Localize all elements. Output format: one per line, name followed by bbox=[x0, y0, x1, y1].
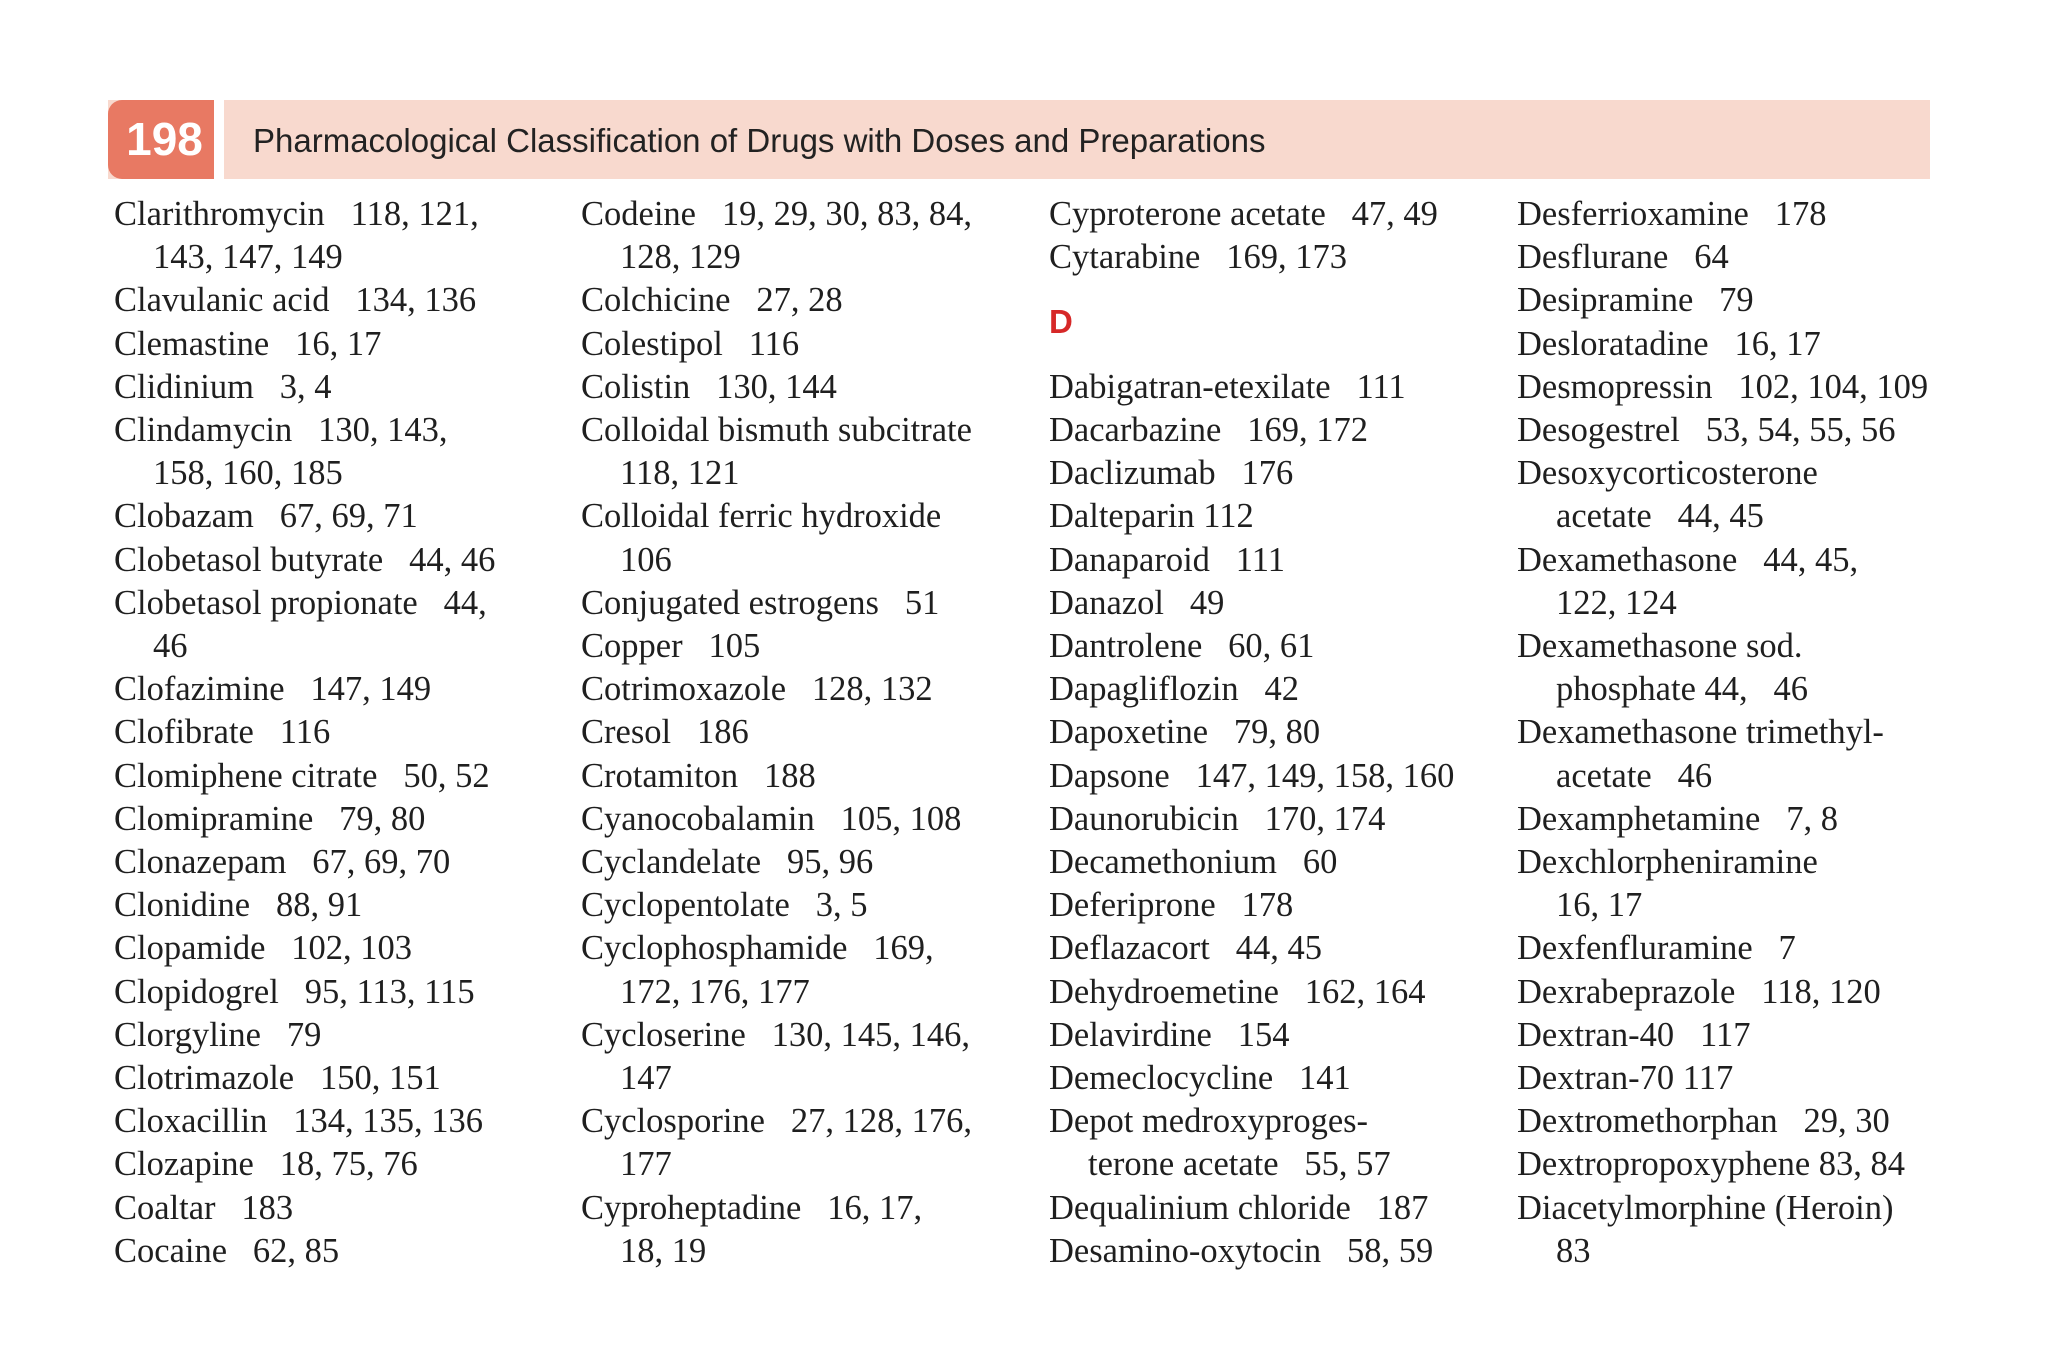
index-entry: Diacetylmorphine (Heroin) bbox=[1517, 1188, 1894, 1227]
badge-divider bbox=[214, 100, 224, 179]
index-entry: Dapoxetine 79, 80 bbox=[1049, 713, 1321, 752]
index-entry-continuation: 46 bbox=[153, 627, 188, 666]
page-number-badge: 198 bbox=[108, 100, 221, 179]
index-entry: Depot medroxyproges- bbox=[1049, 1102, 1369, 1141]
index-entry: Clorgyline 79 bbox=[114, 1015, 322, 1054]
index-entry: Cyclopentolate 3, 5 bbox=[581, 886, 868, 925]
index-entry: Cyproterone acetate 47, 49 bbox=[1049, 195, 1438, 233]
index-column-4 bbox=[1517, 193, 1977, 1273]
index-entry: Clobazam 67, 69, 71 bbox=[114, 497, 418, 536]
index-entry: Dextran-70 117 bbox=[1517, 1059, 1734, 1098]
section-letter-heading: D bbox=[1049, 303, 1073, 341]
index-entry: Cocaine 62, 85 bbox=[114, 1231, 340, 1270]
index-entry: Daclizumab 176 bbox=[1049, 454, 1294, 493]
index-entry: Clidinium 3, 4 bbox=[114, 367, 332, 406]
index-entry-continuation: phosphate 44, 46 bbox=[1556, 670, 1809, 709]
index-entry: Dextropropoxyphene 83, 84 bbox=[1517, 1145, 1906, 1184]
index-entry: Deferiprone 178 bbox=[1049, 886, 1294, 925]
index-entry: Dextromethorphan 29, 30 bbox=[1517, 1102, 1890, 1141]
index-entry-continuation: 172, 176, 177 bbox=[620, 972, 810, 1011]
index-entry: Cyproheptadine 16, 17, bbox=[581, 1188, 923, 1227]
index-entry: Cloxacillin 134, 135, 136 bbox=[114, 1102, 483, 1141]
index-entry: Cyanocobalamin 105, 108 bbox=[581, 799, 962, 838]
index-entry: Desoxycorticosterone bbox=[1517, 454, 1818, 493]
index-entry-continuation: 16, 17 bbox=[1556, 886, 1643, 925]
index-entry: Clavulanic acid 134, 136 bbox=[114, 281, 477, 320]
index-entry: Desferrioxamine 178 bbox=[1517, 195, 1827, 233]
index-entry: Colestipol 116 bbox=[581, 324, 800, 363]
index-entry: Dexchlorpheniramine bbox=[1517, 843, 1818, 882]
index-entry: Dexrabeprazole 118, 120 bbox=[1517, 972, 1881, 1011]
index-entry-continuation: 83 bbox=[1556, 1231, 1591, 1270]
index-entry-continuation: 143, 147, 149 bbox=[153, 238, 343, 277]
index-entry: Dexamethasone sod. bbox=[1517, 627, 1803, 666]
index-entry: Conjugated estrogens 51 bbox=[581, 583, 940, 622]
index-entry: Desipramine 79 bbox=[1517, 281, 1754, 320]
index-entry-continuation: 147 bbox=[620, 1059, 672, 1098]
index-entry: Dacarbazine 169, 172 bbox=[1049, 411, 1368, 449]
index-entry: Demeclocycline 141 bbox=[1049, 1059, 1351, 1098]
index-entry: Dexamethasone trimethyl- bbox=[1517, 713, 1884, 752]
index-entry: Danaparoid 111 bbox=[1049, 540, 1285, 579]
index-column-3 bbox=[1049, 193, 1509, 1273]
index-entry-continuation: 128, 129 bbox=[620, 238, 741, 277]
index-entry: Colloidal ferric hydroxide bbox=[581, 497, 942, 536]
index-entry: Cyclandelate 95, 96 bbox=[581, 843, 874, 882]
index-entry: Clobetasol propionate 44, bbox=[114, 583, 487, 622]
index-entry: Colistin 130, 144 bbox=[581, 367, 837, 406]
running-header-title: Pharmacological Classification of Drugs with Doses and Preparations bbox=[253, 122, 1266, 159]
index-entry: Daunorubicin 170, 174 bbox=[1049, 799, 1386, 838]
index-entry: Cytarabine 169, 173 bbox=[1049, 238, 1347, 277]
index-entry: Cotrimoxazole 128, 132 bbox=[581, 670, 933, 709]
index-entry: Dexamphetamine 7, 8 bbox=[1517, 799, 1838, 838]
index-entry: Desmopressin 102, 104, 109 bbox=[1517, 367, 1929, 406]
index-entry: Desflurane 64 bbox=[1517, 238, 1729, 277]
index-entry-continuation: terone acetate 55, 57 bbox=[1088, 1145, 1391, 1184]
index-entry: Clomipramine 79, 80 bbox=[114, 799, 426, 838]
index-entry: Dexfenfluramine 7 bbox=[1517, 929, 1796, 968]
index-entry: Colloidal bismuth subcitrate bbox=[581, 411, 972, 450]
index-entry-continuation: acetate 44, 45 bbox=[1556, 497, 1764, 536]
index-column-2 bbox=[581, 193, 1041, 1273]
index-entry: Colchicine 27, 28 bbox=[581, 281, 843, 320]
index-entry-continuation: acetate 46 bbox=[1556, 756, 1713, 795]
index-entry-continuation: 177 bbox=[620, 1145, 672, 1184]
index-entry: Dabigatran-etexilate 111 bbox=[1049, 367, 1406, 406]
index-entry-continuation: 106 bbox=[620, 540, 672, 579]
index-entry: Desloratadine 16, 17 bbox=[1517, 324, 1821, 363]
index-entry: Dapagliflozin 42 bbox=[1049, 670, 1300, 709]
index-entry: Clofazimine 147, 149 bbox=[114, 670, 432, 709]
index-entry: Clopamide 102, 103 bbox=[114, 929, 413, 968]
index-entry: Clomiphene citrate 50, 52 bbox=[114, 756, 490, 795]
index-entry: Dequalinium chloride 187 bbox=[1049, 1188, 1429, 1227]
index-entry: Clindamycin 130, 143, bbox=[114, 411, 448, 450]
index-entry: Clonazepam 67, 69, 70 bbox=[114, 843, 451, 882]
index-entry: Clonidine 88, 91 bbox=[114, 886, 363, 925]
index-entry: Dantrolene 60, 61 bbox=[1049, 627, 1315, 666]
index-entry: Coaltar 183 bbox=[114, 1188, 294, 1227]
index-entry-continuation: 118, 121 bbox=[620, 454, 740, 493]
drug-index bbox=[0, 193, 2048, 1293]
index-entry: Dextran-40 117 bbox=[1517, 1015, 1751, 1054]
index-entry: Delavirdine 154 bbox=[1049, 1015, 1290, 1054]
index-entry: Dehydroemetine 162, 164 bbox=[1049, 972, 1426, 1011]
index-entry-continuation: 18, 19 bbox=[620, 1231, 707, 1270]
index-entry: Clopidogrel 95, 113, 115 bbox=[114, 972, 475, 1011]
index-entry: Clozapine 18, 75, 76 bbox=[114, 1145, 418, 1184]
index-entry: Crotamiton 188 bbox=[581, 756, 816, 795]
index-entry: Copper 105 bbox=[581, 627, 761, 666]
index-column-1 bbox=[114, 193, 574, 1273]
index-entry: Dexamethasone 44, 45, bbox=[1517, 540, 1859, 579]
index-entry-continuation: 158, 160, 185 bbox=[153, 454, 343, 493]
index-entry: Cresol 186 bbox=[581, 713, 749, 752]
index-entry: Decamethonium 60 bbox=[1049, 843, 1338, 882]
index-entry: Clobetasol butyrate 44, 46 bbox=[114, 540, 496, 579]
index-entry: Clemastine 16, 17 bbox=[114, 324, 382, 363]
index-entry: Cyclosporine 27, 128, 176, bbox=[581, 1102, 972, 1141]
index-entry: Clofibrate 116 bbox=[114, 713, 331, 752]
index-entry: Desogestrel 53, 54, 55, 56 bbox=[1517, 411, 1896, 450]
index-entry: Cycloserine 130, 145, 146, bbox=[581, 1015, 971, 1054]
index-entry: Clarithromycin 118, 121, bbox=[114, 195, 479, 233]
index-entry-continuation: 122, 124 bbox=[1556, 583, 1677, 622]
index-entry: Codeine 19, 29, 30, 83, 84, bbox=[581, 195, 972, 233]
index-entry: Desamino-oxytocin 58, 59 bbox=[1049, 1231, 1434, 1270]
index-entry: Cyclophosphamide 169, bbox=[581, 929, 934, 968]
index-entry: Clotrimazole 150, 151 bbox=[114, 1059, 441, 1098]
index-entry: Danazol 49 bbox=[1049, 583, 1225, 622]
index-entry: Dapsone 147, 149, 158, 160 bbox=[1049, 756, 1455, 795]
index-entry: Dalteparin 112 bbox=[1049, 497, 1254, 536]
index-entry: Deflazacort 44, 45 bbox=[1049, 929, 1323, 968]
